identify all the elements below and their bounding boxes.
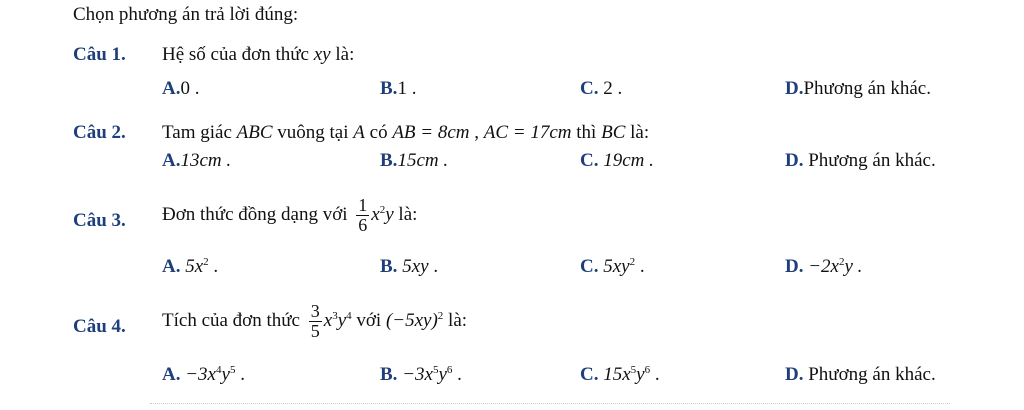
question-1-option-a[interactable]: A.0 .	[162, 78, 200, 99]
question-4-option-c[interactable]: C. $15x^5y^6$ .	[580, 364, 660, 385]
question-4-text: Tích của đơn thức $\frac{3}{5}$ $x^3y^4$ với $(-5xy)^2$ là:	[162, 301, 468, 341]
page-bottom-divider	[150, 403, 950, 408]
fraction-one-sixth: $\frac{1}{6}$	[358, 195, 368, 235]
question-2-option-a[interactable]: A.13cm .	[162, 150, 232, 171]
question-1-option-b[interactable]: B.1 .	[380, 78, 417, 99]
question-2-text: Tam giác ABC vuông tại A có AB = 8cm , AC = 17cm thì BC là:	[162, 122, 650, 143]
question-3-option-b[interactable]: B. 5xy .	[380, 256, 439, 277]
fraction-three-fifths: $\frac{3}{5}$	[310, 301, 320, 341]
question-2-label: Câu 2.	[73, 122, 126, 143]
question-2-option-d[interactable]: D. Phương án khác.	[785, 150, 936, 171]
question-1-option-c[interactable]: C. 2 .	[580, 78, 623, 99]
question-1-label: Câu 1.	[73, 44, 126, 65]
question-4-option-b[interactable]: B. $-3x^5y^6$ .	[380, 364, 462, 385]
question-3-option-c[interactable]: C. $5xy^2$ .	[580, 256, 645, 277]
question-2-option-b[interactable]: B.15cm .	[380, 150, 449, 171]
question-1-option-d[interactable]: D.Phương án khác.	[785, 78, 931, 99]
instruction-text: Chọn phương án trả lời đúng:	[73, 4, 299, 25]
question-3-option-d[interactable]: D. $-2x^2y$ .	[785, 256, 863, 277]
question-3-label: Câu 3.	[73, 210, 126, 231]
question-4-option-d[interactable]: D. Phương án khác.	[785, 364, 936, 385]
question-4-option-a[interactable]: A. $-3x^4y^5$ .	[162, 364, 245, 385]
question-4-label: Câu 4.	[73, 316, 126, 337]
question-1-text: Hệ số của đơn thức xy là:	[162, 44, 355, 65]
question-2-option-c[interactable]: C. 19cm .	[580, 150, 654, 171]
question-3-text: Đơn thức đồng dạng với $\frac{1}{6}$ $x^2y$ là:	[162, 195, 418, 235]
question-3-option-a[interactable]: A. $5x^2$ .	[162, 256, 219, 277]
